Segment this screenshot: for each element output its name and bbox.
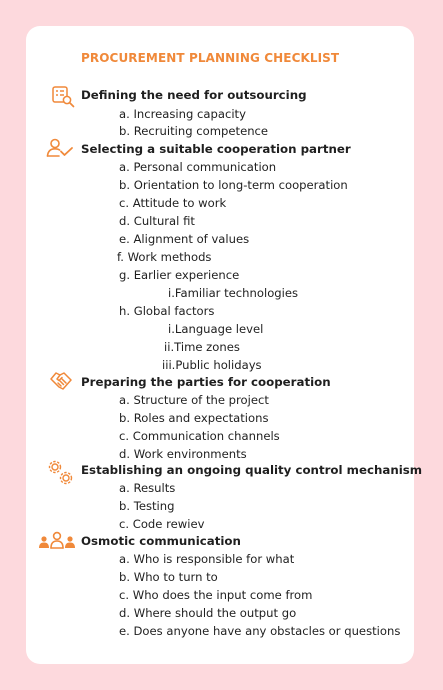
person-check-icon xyxy=(46,138,74,158)
people-group-icon xyxy=(38,531,76,549)
list-item: a. Increasing capacity xyxy=(119,107,246,121)
list-item: e. Does anyone have any obstacles or questions xyxy=(119,624,401,638)
list-item: d. Work environments xyxy=(119,447,247,461)
list-item: c. Communication channels xyxy=(119,429,280,443)
list-item: b. Who to turn to xyxy=(119,570,218,584)
list-item: d. Where should the output go xyxy=(119,606,297,620)
list-item: c. Who does the input come from xyxy=(119,588,313,602)
list-item: c. Code rewiev xyxy=(119,517,205,531)
checklist-search-icon xyxy=(52,86,76,108)
list-item: b. Recruiting competence xyxy=(119,124,269,138)
list-item: a. Personal communication xyxy=(119,160,277,174)
list-item: b. Orientation to long-term cooperation xyxy=(119,178,348,192)
list-subitem: i.Familiar technologies xyxy=(168,286,299,300)
list-item: a. Who is responsible for what xyxy=(119,552,295,566)
list-item: f. Work methods xyxy=(117,250,212,264)
section-heading-osmotic: Osmotic communication xyxy=(81,534,241,548)
list-item: b. Testing xyxy=(119,499,175,513)
list-subitem: iii.Public holidays xyxy=(162,358,262,372)
section-heading-partner: Selecting a suitable cooperation partner xyxy=(81,142,351,156)
list-item: h. Global factors xyxy=(119,304,215,318)
list-item: g. Earlier experience xyxy=(119,268,240,282)
section-heading-outsourcing: Defining the need for outsourcing xyxy=(81,88,307,102)
section-heading-quality: Establishing an ongoing quality control mechanism xyxy=(81,463,423,477)
list-subitem: ii.Time zones xyxy=(164,340,240,354)
list-item: c. Attitude to work xyxy=(119,196,227,210)
list-item: a. Results xyxy=(119,481,176,495)
gears-icon xyxy=(46,459,76,487)
list-subitem: i.Language level xyxy=(168,322,264,336)
list-item: d. Cultural fit xyxy=(119,214,195,228)
checklist-title: PROCUREMENT PLANNING CHECKLIST xyxy=(81,51,340,65)
section-heading-preparing: Preparing the parties for cooperation xyxy=(81,375,331,389)
handshake-icon xyxy=(48,370,74,392)
list-item: b. Roles and expectations xyxy=(119,411,269,425)
list-item: e. Alignment of values xyxy=(119,232,250,246)
list-item: a. Structure of the project xyxy=(119,393,269,407)
